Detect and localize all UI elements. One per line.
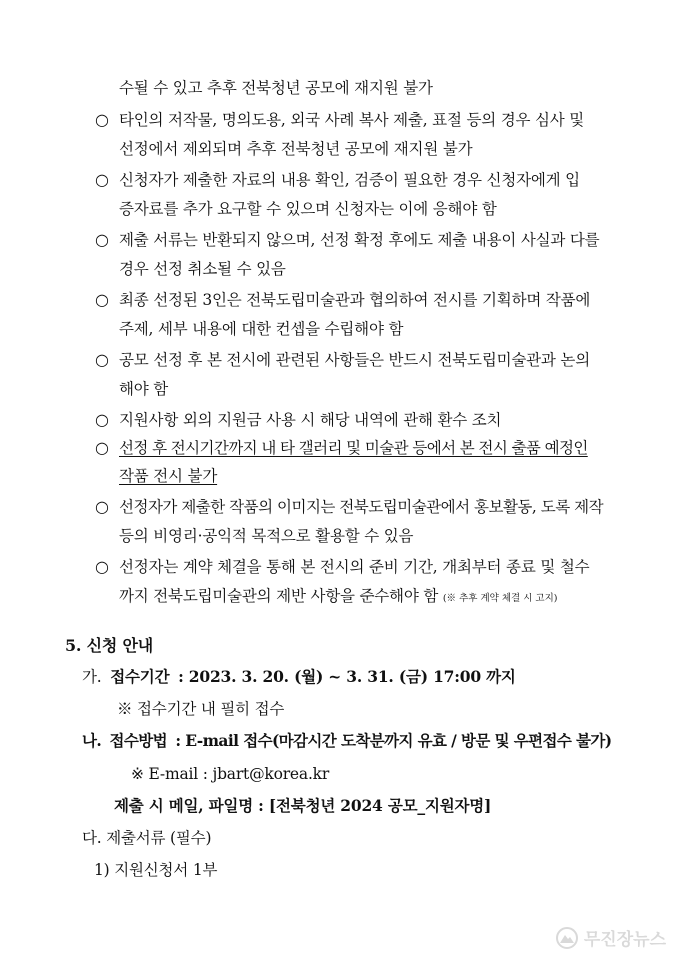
bullet-icon: ○ [95, 410, 109, 429]
bullet-icon: ○ [95, 497, 109, 516]
bullet-icon: ○ [95, 557, 109, 576]
list-item: 지원사항 외의 지원금 사용 시 해당 내역에 관해 환수 조치 [119, 411, 502, 429]
list-continuation: 해야 함 [119, 380, 169, 398]
documents-heading: 다. 제출서류 (필수) [82, 829, 212, 847]
contract-note: (※ 추후 계약 체결 시 고지) [442, 593, 558, 604]
receipt-period-label: 접수기간 [110, 667, 170, 686]
bullet-icon: ○ [95, 438, 109, 457]
document-item: 1) 지원신청서 1부 [94, 861, 218, 879]
section-title: 5. 신청 안내 [65, 636, 154, 655]
list-item: 선정자는 계약 체결을 통해 본 전시의 준비 기간, 개최부터 종료 및 철수 [119, 558, 590, 576]
list-continuation: 등의 비영리·공익적 목적으로 활용할 수 있음 [119, 527, 414, 545]
list-item: 최종 선정된 3인은 전북도립미술관과 협의하여 전시를 기획하며 작품에 [119, 291, 591, 309]
list-item: 제출 서류는 반환되지 않으며, 선정 확정 후에도 제출 내용이 사실과 다를 [119, 231, 600, 249]
email-address: ※ E-mail : jbart@korea.kr [131, 765, 330, 783]
list-item: 신청자가 제출한 자료의 내용 확인, 검증이 필요한 경우 신청자에게 입 [119, 171, 580, 189]
list-continuation: 선정에서 제외되며 추후 전북청년 공모에 재지원 불가 [119, 140, 473, 158]
bullet-icon: ○ [95, 170, 109, 189]
list-item: 타인의 저작물, 명의도용, 외국 사례 복사 제출, 표절 등의 경우 심사 및 [119, 111, 585, 129]
item-prefix: 가. [82, 668, 102, 686]
mountain-logo-icon [556, 927, 578, 949]
bullet-icon: ○ [95, 110, 109, 129]
list-item-underlined: 선정 후 전시기간까지 내 타 갤러리 및 미술관 등에서 본 전시 출품 예정인 [119, 439, 588, 457]
receipt-period-note: ※ 접수기간 내 필히 접수 [117, 700, 285, 718]
watermark [556, 925, 666, 950]
receipt-method-label: 접수방법 [109, 731, 167, 750]
list-continuation-underlined: 작품 전시 불가 [119, 467, 218, 485]
bullet-icon: ○ [95, 350, 109, 369]
item-prefix: 나. [82, 731, 102, 750]
bullet-icon: ○ [95, 230, 109, 249]
filename-rule: 제출 시 메일, 파일명 : [전북청년 2024 공모_지원자명] [114, 796, 492, 815]
receipt-method-value: : E-mail 접수(마감시간 도착분까지 유효 / 방문 및 우편접수 불가) [175, 731, 612, 750]
receipt-period [82, 667, 516, 687]
bullet-icon: ○ [95, 290, 109, 309]
list-continuation-text: 까지 전북도립미술관의 제반 사항을 준수해야 함 [119, 587, 439, 605]
watermark-text: 무진장뉴스 [583, 930, 666, 950]
receipt-period-value: : 2023. 3. 20. (월) ~ 3. 31. (금) 17:00 까지 [178, 667, 516, 686]
list-continuation: 주제, 세부 내용에 대한 컨셉을 수립해야 함 [119, 320, 404, 338]
list-continuation [119, 586, 557, 609]
list-continuation: 경우 선정 취소될 수 있음 [119, 260, 286, 278]
list-continuation: 증자료를 추가 요구할 수 있으며 신청자는 이에 응해야 함 [119, 200, 497, 218]
list-item: 선정자가 제출한 작품의 이미지는 전북도립미술관에서 홍보활동, 도록 제작 [119, 498, 604, 516]
receipt-method [82, 731, 612, 751]
list-continuation: 수될 수 있고 추후 전북청년 공모에 재지원 불가 [119, 79, 433, 97]
list-item: 공모 선정 후 본 전시에 관련된 사항들은 반드시 전북도립미술관과 논의 [119, 351, 590, 369]
